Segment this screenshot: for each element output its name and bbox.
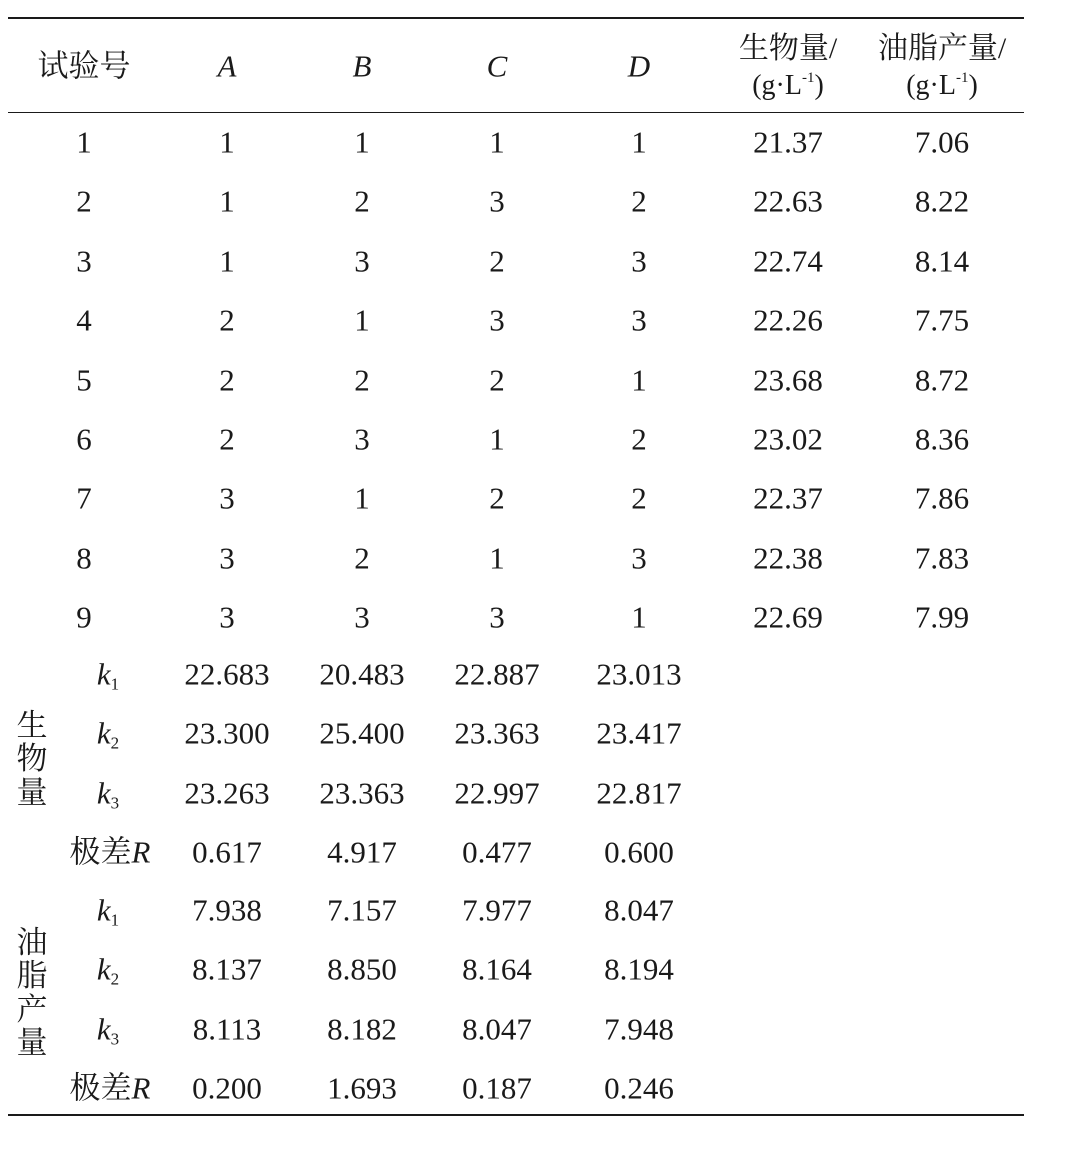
header-oil-yield-unit: $(g\cdot L^{-1})$ xyxy=(906,69,978,101)
analysis-cell-D: 8.194 xyxy=(604,951,674,987)
table-top-rule xyxy=(8,17,1024,19)
table-cell-oil: 8.22 xyxy=(914,183,970,219)
table-cell-oil: 8.36 xyxy=(914,421,970,457)
header-oil-yield-title: 油脂产量/ xyxy=(877,32,1007,65)
table-cell-C: 1 xyxy=(489,421,505,457)
table-header-rule xyxy=(8,112,1024,113)
table-cell-B: 3 xyxy=(354,243,370,279)
range-label xyxy=(69,1070,151,1106)
k-label xyxy=(96,656,120,694)
table-bottom-rule xyxy=(8,1114,1024,1116)
analysis-cell-C: 7.977 xyxy=(462,892,532,928)
analysis-cell-A: 23.263 xyxy=(184,775,270,811)
range-cell-B: 1.693 xyxy=(327,1070,397,1106)
analysis-cell-B: 8.850 xyxy=(327,951,397,987)
analysis-cell-A: 23.300 xyxy=(184,715,270,751)
oil-group-char: 量 xyxy=(16,1025,48,1061)
range-label-symbol: R xyxy=(131,834,151,870)
table-cell-biomass: 22.74 xyxy=(753,243,823,279)
analysis-cell-C: 22.887 xyxy=(454,656,540,692)
analysis-cell-B: 8.182 xyxy=(327,1011,397,1047)
analysis-cell-B: 25.400 xyxy=(319,715,405,751)
k-symbol: k xyxy=(96,1011,111,1047)
header-biomass-unit: $(g\cdot L^{-1})$ xyxy=(752,69,824,101)
k-symbol: k xyxy=(96,951,111,987)
table-cell-C: 2 xyxy=(489,362,505,398)
range-cell-C: 0.477 xyxy=(462,834,532,870)
analysis-cell-C: 23.363 xyxy=(454,715,540,751)
analysis-cell-D: 23.417 xyxy=(596,715,682,751)
k-label xyxy=(96,892,120,930)
table-cell-B: 1 xyxy=(354,124,370,160)
range-cell-D: 0.600 xyxy=(604,834,674,870)
k-symbol: k xyxy=(96,656,111,692)
table-cell-B: 3 xyxy=(354,599,370,635)
oil-group-char: 油 xyxy=(16,925,48,960)
k-subscript: 1 xyxy=(110,910,120,930)
table-cell-D: 3 xyxy=(631,540,647,576)
table-cell-D: 2 xyxy=(631,421,647,457)
header-factor-a: A xyxy=(217,48,237,84)
header-factor-d: D xyxy=(627,48,651,84)
k-subscript: 2 xyxy=(110,969,120,989)
analysis-cell-C: 8.164 xyxy=(462,951,532,987)
biomass-group-char: 量 xyxy=(16,774,48,810)
table-cell-A: 1 xyxy=(219,183,235,219)
table-cell-D: 3 xyxy=(631,302,647,338)
table-cell-C: 1 xyxy=(489,540,505,576)
range-label-text: 极差 xyxy=(69,1070,132,1106)
table-cell-C: 3 xyxy=(489,302,505,338)
range-cell-A: 0.617 xyxy=(192,834,262,870)
table-cell-C: 3 xyxy=(489,183,505,219)
table-cell-oil: 8.72 xyxy=(914,362,970,398)
k-label xyxy=(96,1011,120,1049)
analysis-cell-C: 8.047 xyxy=(462,1011,532,1047)
table-cell-biomass: 23.68 xyxy=(753,362,823,398)
table-cell-oil: 7.83 xyxy=(914,540,970,576)
table-cell-D: 1 xyxy=(631,362,647,398)
range-label-symbol: R xyxy=(131,1070,151,1106)
table-cell-biomass: 22.38 xyxy=(753,540,823,576)
analysis-cell-C: 22.997 xyxy=(454,775,540,811)
range-label xyxy=(69,834,151,870)
k-subscript: 2 xyxy=(110,733,120,753)
k-subscript: 3 xyxy=(110,793,120,813)
table-cell-A: 3 xyxy=(219,540,235,576)
table-cell-D: 2 xyxy=(631,480,647,516)
k-subscript: 3 xyxy=(110,1029,120,1049)
table-cell-no: 2 xyxy=(76,183,92,219)
range-cell-D: 0.246 xyxy=(604,1070,674,1106)
table-cell-B: 1 xyxy=(354,302,370,338)
k-label xyxy=(96,951,120,989)
table-cell-C: 2 xyxy=(489,243,505,279)
table-cell-biomass: 22.63 xyxy=(753,183,823,219)
header-factor-b: B xyxy=(352,48,372,84)
table-cell-oil: 7.86 xyxy=(914,480,970,516)
biomass-group-label xyxy=(15,709,49,809)
k-symbol: k xyxy=(96,775,111,811)
k-label xyxy=(96,715,120,753)
table-cell-no: 6 xyxy=(76,421,92,457)
analysis-cell-A: 7.938 xyxy=(192,892,262,928)
analysis-cell-A: 8.113 xyxy=(192,1011,262,1047)
header-biomass-title: 生物量/ xyxy=(738,32,838,65)
analysis-cell-D: 22.817 xyxy=(596,775,682,811)
table-cell-no: 9 xyxy=(76,599,92,635)
biomass-group-char: 物 xyxy=(16,741,48,777)
table-cell-biomass: 22.69 xyxy=(753,599,823,635)
analysis-cell-A: 8.137 xyxy=(192,951,262,987)
range-label-text: 极差 xyxy=(69,834,132,870)
header-oil-yield xyxy=(878,30,1006,103)
table-cell-no: 4 xyxy=(76,302,92,338)
table-cell-B: 2 xyxy=(354,540,370,576)
analysis-cell-D: 23.013 xyxy=(596,656,682,692)
table-cell-biomass: 23.02 xyxy=(753,421,823,457)
header-factor-c: C xyxy=(486,48,508,84)
table-cell-D: 2 xyxy=(631,183,647,219)
k-symbol: k xyxy=(96,715,111,751)
range-cell-A: 0.200 xyxy=(192,1070,262,1106)
biomass-group-char: 生 xyxy=(16,708,48,743)
table-cell-biomass: 21.37 xyxy=(753,124,823,160)
table-cell-B: 1 xyxy=(354,480,370,516)
table-cell-oil: 8.14 xyxy=(914,243,970,279)
oil-group-char: 脂 xyxy=(16,958,48,994)
table-cell-no: 5 xyxy=(76,362,92,398)
k-label xyxy=(96,775,120,813)
table-cell-A: 1 xyxy=(219,124,235,160)
table-cell-no: 1 xyxy=(76,124,92,160)
table-cell-B: 2 xyxy=(354,183,370,219)
analysis-cell-A: 22.683 xyxy=(184,656,270,692)
header-trial-number: 试验号 xyxy=(37,48,131,84)
table-cell-A: 2 xyxy=(219,362,235,398)
table-cell-C: 2 xyxy=(489,480,505,516)
table-cell-A: 2 xyxy=(219,302,235,338)
analysis-cell-B: 20.483 xyxy=(319,656,405,692)
table-cell-C: 1 xyxy=(489,124,505,160)
table-cell-A: 1 xyxy=(219,243,235,279)
table-cell-D: 1 xyxy=(631,124,647,160)
table-cell-oil: 7.99 xyxy=(914,599,970,635)
analysis-cell-B: 23.363 xyxy=(319,775,405,811)
range-cell-B: 4.917 xyxy=(327,834,397,870)
analysis-cell-D: 8.047 xyxy=(604,892,674,928)
analysis-cell-B: 7.157 xyxy=(327,892,397,928)
k-subscript: 1 xyxy=(110,674,120,694)
table-cell-biomass: 22.26 xyxy=(753,302,823,338)
oil-group-label xyxy=(15,926,49,1060)
table-cell-B: 3 xyxy=(354,421,370,457)
range-cell-C: 0.187 xyxy=(462,1070,532,1106)
table-cell-oil: 7.06 xyxy=(914,124,970,160)
table-cell-D: 3 xyxy=(631,243,647,279)
k-symbol: k xyxy=(96,892,111,928)
table-cell-C: 3 xyxy=(489,599,505,635)
analysis-cell-D: 7.948 xyxy=(604,1011,674,1047)
table-cell-D: 1 xyxy=(631,599,647,635)
table-cell-A: 3 xyxy=(219,599,235,635)
table-cell-no: 3 xyxy=(76,243,92,279)
header-biomass xyxy=(739,30,837,103)
table-cell-oil: 7.75 xyxy=(914,302,970,338)
table-cell-A: 3 xyxy=(219,480,235,516)
table-cell-A: 2 xyxy=(219,421,235,457)
table-cell-no: 7 xyxy=(76,480,92,516)
table-cell-biomass: 22.37 xyxy=(753,480,823,516)
table-cell-B: 2 xyxy=(354,362,370,398)
table-cell-no: 8 xyxy=(76,540,92,576)
oil-group-char: 产 xyxy=(16,991,48,1027)
